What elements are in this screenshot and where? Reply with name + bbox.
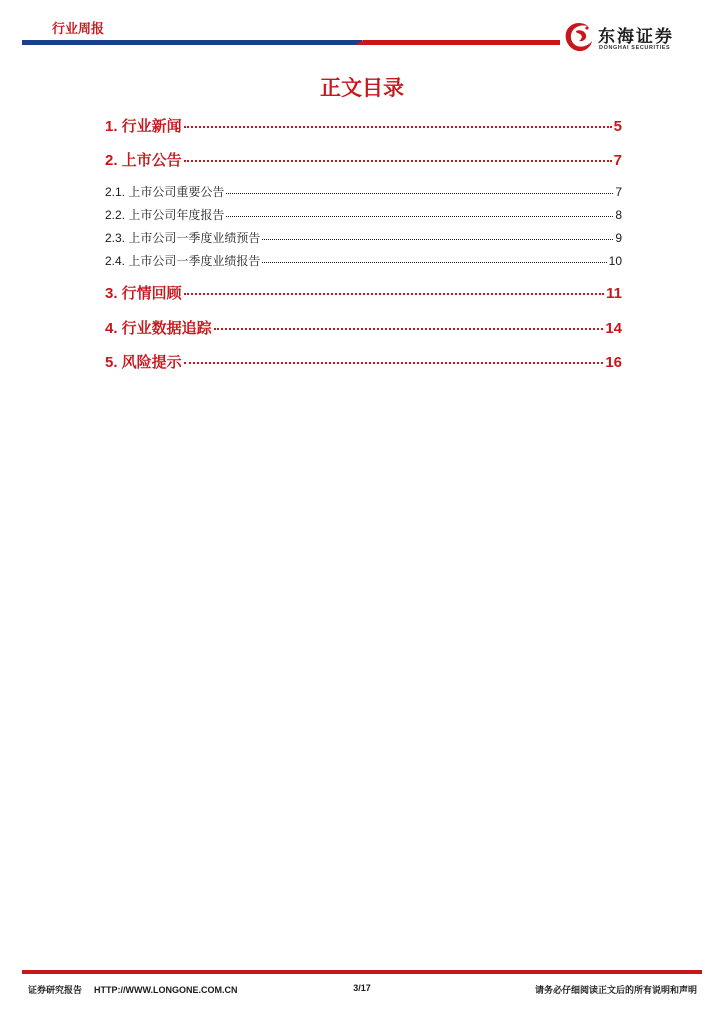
footer-disclaimer: 请务必仔细阅读正文后的所有说明和声明 [534,985,697,995]
toc-entry[interactable] [105,282,622,303]
toc-entry-page: 11 [606,285,622,302]
report-type-label: 行业周报 [52,21,105,36]
toc-entry-label: 1. 行业新闻 [105,118,182,135]
logo-english-name: DONGHAI SECURITIES [599,45,671,51]
toc-entry-page: 10 [608,254,622,268]
donghai-securities-logo [562,20,702,60]
toc-entry[interactable] [105,252,622,269]
toc-entry[interactable] [105,317,622,338]
toc-entry-label: 2.4. 上市公司一季度业绩报告 [105,254,261,268]
footer-rule [22,970,702,974]
toc-entry-label: 2.2. 上市公司年度报告 [105,208,225,222]
toc-entry-page: 14 [605,320,622,337]
toc-dot-leader [226,216,613,217]
toc-entry[interactable] [105,206,622,223]
toc-entry[interactable] [105,183,622,200]
toc-dot-leader [184,362,604,364]
toc-entry-label: 2.3. 上市公司一季度业绩预告 [105,231,261,245]
toc-entry-page: 9 [615,231,622,245]
toc-entry-label: 3. 行情回顾 [105,285,182,302]
toc-entry-page: 8 [615,208,622,222]
footer-url-link[interactable]: HTTP://WWW.LONGONE.COM.CN [94,985,238,995]
toc-entry-page: 5 [613,118,622,135]
dragon-logo-icon [562,20,596,54]
page-indicator: 3/17 [353,983,371,993]
toc-dot-leader [214,328,604,330]
toc-entry[interactable] [105,115,622,136]
toc-entry[interactable] [105,149,622,170]
toc-dot-leader [262,262,606,263]
toc-dot-leader [226,193,613,194]
toc-entry-page: 16 [605,354,622,371]
logo-chinese-name: 东海证券 [598,27,674,46]
toc-entry[interactable] [105,229,622,246]
toc-entry-label: 2. 上市公告 [105,152,182,169]
header-rule-red [355,40,560,45]
footer-report-label: 证券研究报告 [28,985,83,995]
toc-entry-label: 4. 行业数据追踪 [105,320,212,337]
toc-title: 正文目录 [320,77,404,100]
toc-entry-page: 7 [615,185,622,199]
toc-entry-page: 7 [613,152,622,169]
toc-entry-label: 2.1. 上市公司重要公告 [105,185,225,199]
toc-dot-leader [262,239,613,240]
toc-entry[interactable] [105,351,622,372]
toc-dot-leader [184,293,604,295]
toc-entry-label: 5. 风险提示 [105,354,182,371]
header-rule-navy [22,40,362,45]
toc-dot-leader [184,126,612,128]
toc-dot-leader [184,160,612,162]
